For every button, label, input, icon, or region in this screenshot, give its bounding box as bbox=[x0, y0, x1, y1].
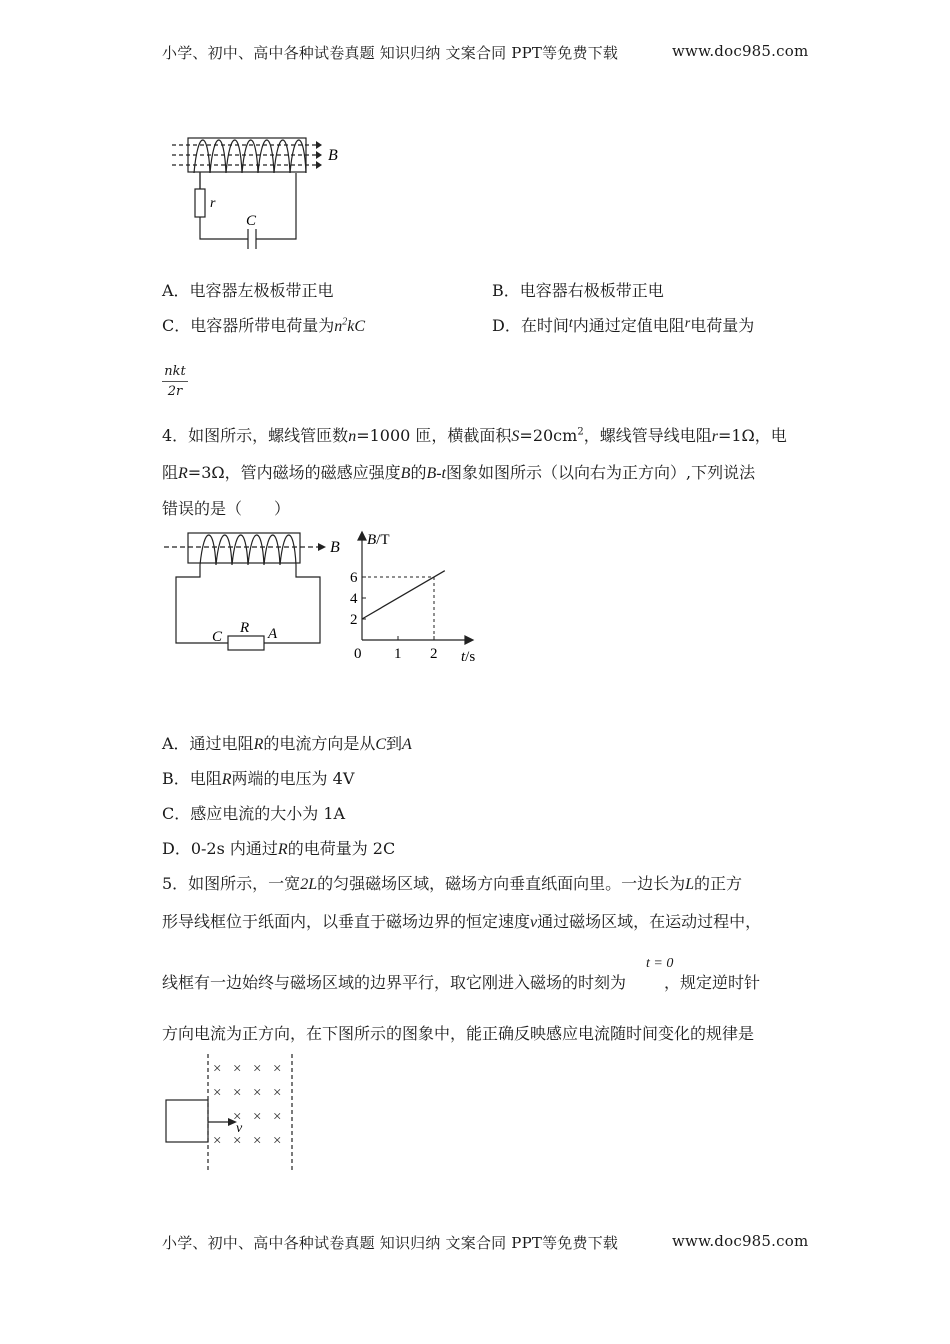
field-cross-mark: × bbox=[273, 1085, 282, 1101]
y-tick-label: 6 bbox=[350, 570, 358, 586]
field-cross-mark: × bbox=[213, 1061, 222, 1077]
q4-stem-line1: 4．如图所示，螺线管匝数n=1000 匝，横截面积$S=20cm^2$，螺线管导线电阻r=1Ω，电 bbox=[162, 426, 787, 445]
series-line bbox=[362, 571, 445, 619]
field-cross-mark: × bbox=[213, 1133, 222, 1149]
q3-label-B: B bbox=[328, 147, 338, 164]
field-cross-mark: × bbox=[233, 1085, 242, 1101]
field-cross-mark: × bbox=[273, 1109, 282, 1125]
field-cross-mark: × bbox=[233, 1061, 242, 1077]
field-cross-mark: × bbox=[253, 1133, 262, 1149]
q4-option-b: B．电阻R两端的电压为 4V bbox=[162, 769, 355, 788]
y-axis-label: B/T bbox=[367, 532, 390, 548]
q4-circuit-figure bbox=[160, 525, 350, 655]
field-cross-mark: × bbox=[253, 1109, 262, 1125]
q4-option-c: C．感应电流的大小为 1A bbox=[162, 804, 346, 823]
fraction-denominator: 2r bbox=[167, 384, 183, 399]
x-tick-label: 2 bbox=[430, 646, 438, 662]
footer-url: www.doc985.com bbox=[672, 1232, 809, 1250]
field-cross-mark: × bbox=[233, 1109, 242, 1125]
q4-label-C: C bbox=[212, 629, 223, 645]
q3-solenoid-figure bbox=[170, 125, 360, 255]
y-axis-arrow bbox=[358, 532, 366, 540]
field-cross-mark: × bbox=[273, 1133, 282, 1149]
q4-bt-graph bbox=[345, 528, 495, 668]
q5-stem-line1: 5．如图所示，一宽2L的匀强磁场区域，磁场方向垂直纸面向里。一边长为L的正方 bbox=[162, 874, 743, 893]
header-banner: 小学、初中、高中各种试卷真题 知识归纳 文案合同 PPT等免费下载 bbox=[162, 44, 619, 62]
q5-field-figure bbox=[160, 1050, 310, 1175]
origin-label: 0 bbox=[354, 646, 362, 662]
field-cross-mark: × bbox=[253, 1085, 262, 1101]
q3-option-a: A．电容器左极板带正电 bbox=[162, 281, 334, 300]
q5-label-v: v bbox=[236, 1121, 243, 1136]
x-axis-arrow bbox=[465, 636, 473, 644]
q3-option-d: D．在时间t内通过定值电阻r电荷量为 bbox=[492, 316, 755, 335]
q5-stem-line2: 形导线框位于纸面内，以垂直于磁场边界的恒定速度v通过磁场区域，在运动过程中， bbox=[162, 912, 762, 931]
q4-label-B: B bbox=[330, 539, 340, 556]
field-cross-mark: × bbox=[213, 1085, 222, 1101]
q4-stem-line3: 错误的是（ ） bbox=[162, 499, 291, 518]
square-loop bbox=[166, 1100, 208, 1142]
x-tick-label: 1 bbox=[394, 646, 402, 662]
field-cross-mark: × bbox=[233, 1133, 242, 1149]
fraction-numerator: nkt bbox=[164, 364, 186, 379]
q3-label-r: r bbox=[210, 196, 216, 211]
q4-stem-line2: 阻R=3Ω，管内磁场的磁感应强度B的B-t图象如图所示（以向右为正方向）,下列说法 bbox=[162, 463, 756, 482]
x-axis-label: t/s bbox=[461, 649, 476, 665]
q3-option-b: B．电容器右极板带正电 bbox=[492, 281, 664, 300]
field-cross-mark: × bbox=[253, 1061, 262, 1077]
q5-t-zero: t = 0 bbox=[646, 956, 674, 971]
footer-banner: 小学、初中、高中各种试卷真题 知识归纳 文案合同 PPT等免费下载 bbox=[162, 1234, 619, 1252]
y-tick-label: 4 bbox=[350, 591, 358, 607]
q3-label-C: C bbox=[246, 213, 257, 229]
q4-label-A: A bbox=[268, 626, 278, 642]
field-cross-mark: × bbox=[273, 1061, 282, 1077]
q5-stem-line3: 线框有一边始终与磁场区域的边界平行，取它刚进入磁场的时刻为 ，规定逆时针 bbox=[162, 973, 761, 992]
q3-option-d-fraction bbox=[162, 364, 188, 399]
q4-option-d: D．0-2s 内通过R的电荷量为 2C bbox=[162, 839, 396, 858]
q5-stem-line4: 方向电流为正方向，在下图所示的图象中，能正确反映感应电流随时间变化的规律是 bbox=[162, 1024, 755, 1043]
q4-option-a: A．通过电阻R的电流方向是从C到A bbox=[162, 734, 412, 753]
q4-label-R: R bbox=[240, 620, 250, 636]
y-tick-label: 2 bbox=[350, 612, 358, 628]
q3-option-c: C．电容器所带电荷量为$n^2kC$ bbox=[162, 316, 366, 335]
header-url: www.doc985.com bbox=[672, 42, 809, 60]
